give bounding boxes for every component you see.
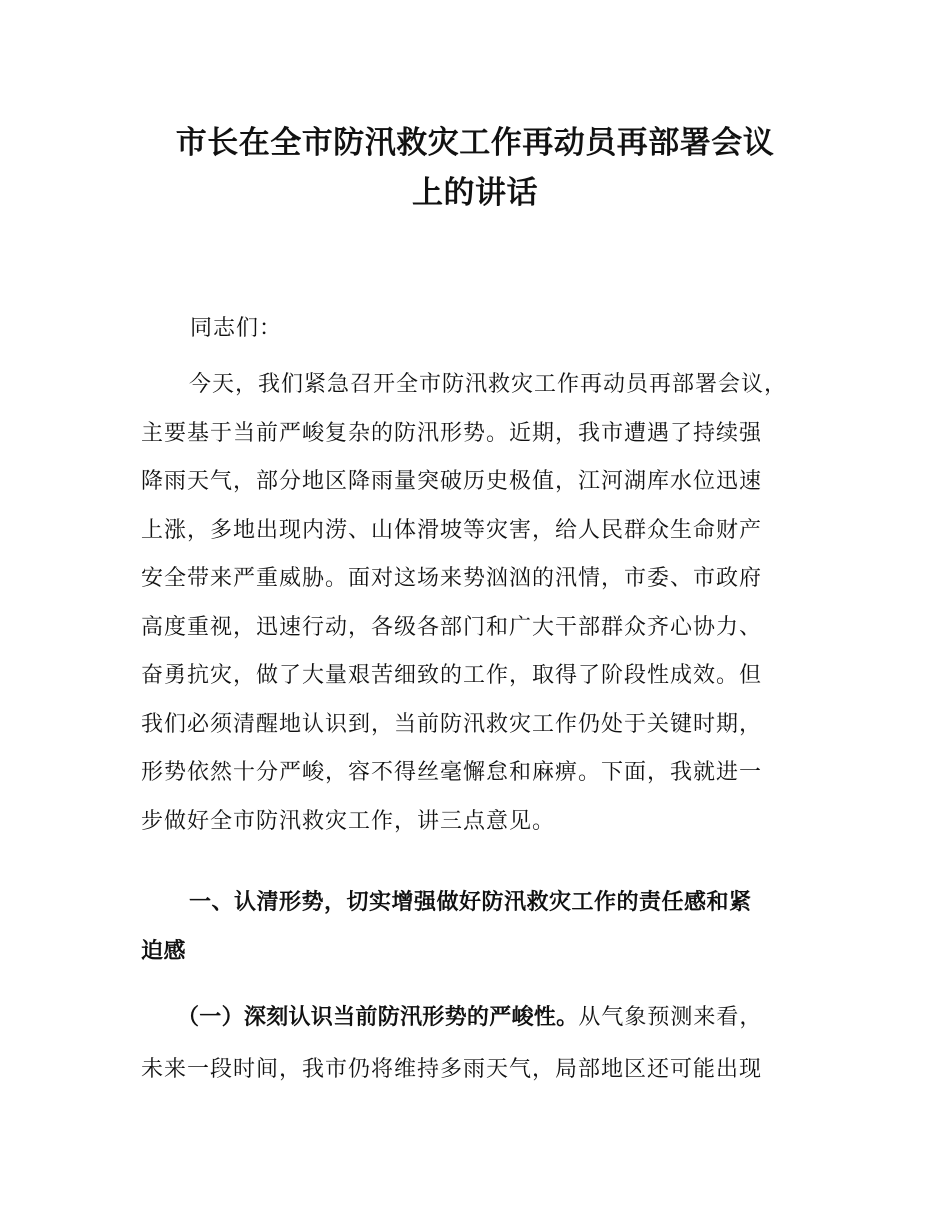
- paragraph-line: 安全带来严重威胁。面对这场来势汹汹的汛情，市委、市政府: [141, 566, 763, 591]
- section-heading-1: [141, 878, 831, 976]
- document-title: [120, 118, 830, 218]
- paragraph-subsection-1: [141, 992, 841, 1096]
- paragraph-line: 步做好全市防汛救灾工作，讲三点意见。: [141, 808, 556, 834]
- subsection-text: 从气象预测来看，: [578, 1005, 763, 1030]
- paragraph-line: 我们必须清醒地认识到，当前防汛救灾工作仍处于关键时期，: [141, 711, 763, 737]
- title-line-1: 市长在全市防汛救灾工作再动员再部署会议: [175, 125, 775, 161]
- paragraph-line: [141, 992, 841, 1044]
- title-line-2: 上的讲话: [412, 175, 538, 211]
- paragraph-intro: [141, 361, 831, 846]
- paragraph-line: 未来一段时间，我市仍将维持多雨天气，局部地区还可能出现: [141, 1057, 763, 1082]
- greeting: 同志们：: [190, 316, 283, 341]
- paragraph-line: 降雨天气，部分地区降雨量突破历史极值，江河湖库水位迅速: [141, 469, 763, 494]
- paragraph-line: 形势依然十分严峻，容不得丝毫懈怠和麻痹。下面，我就进一: [141, 760, 763, 785]
- subsection-lead: （一）深刻认识当前防汛形势的严峻性。: [177, 1005, 579, 1030]
- paragraph-line: 上涨，多地出现内涝、山体滑坡等灾害，给人民群众生命财产: [141, 517, 763, 543]
- paragraph-line: 今天，我们紧急召开全市防汛救灾工作再动员再部署会议，: [189, 372, 788, 397]
- paragraph-line: 奋勇抗灾，做了大量艰苦细致的工作，取得了阶段性成效。但: [141, 663, 763, 688]
- heading-line-2: 迫感: [141, 939, 187, 964]
- heading-line-1: 一、认清形势，切实增强做好防汛救灾工作的责任感和紧: [189, 890, 752, 915]
- paragraph-line: 主要基于当前严峻复杂的防汛形势。近期，我市遭遇了持续强: [141, 420, 763, 446]
- paragraph-line: 高度重视，迅速行动，各级各部门和广大干部群众齐心协力、: [141, 614, 763, 640]
